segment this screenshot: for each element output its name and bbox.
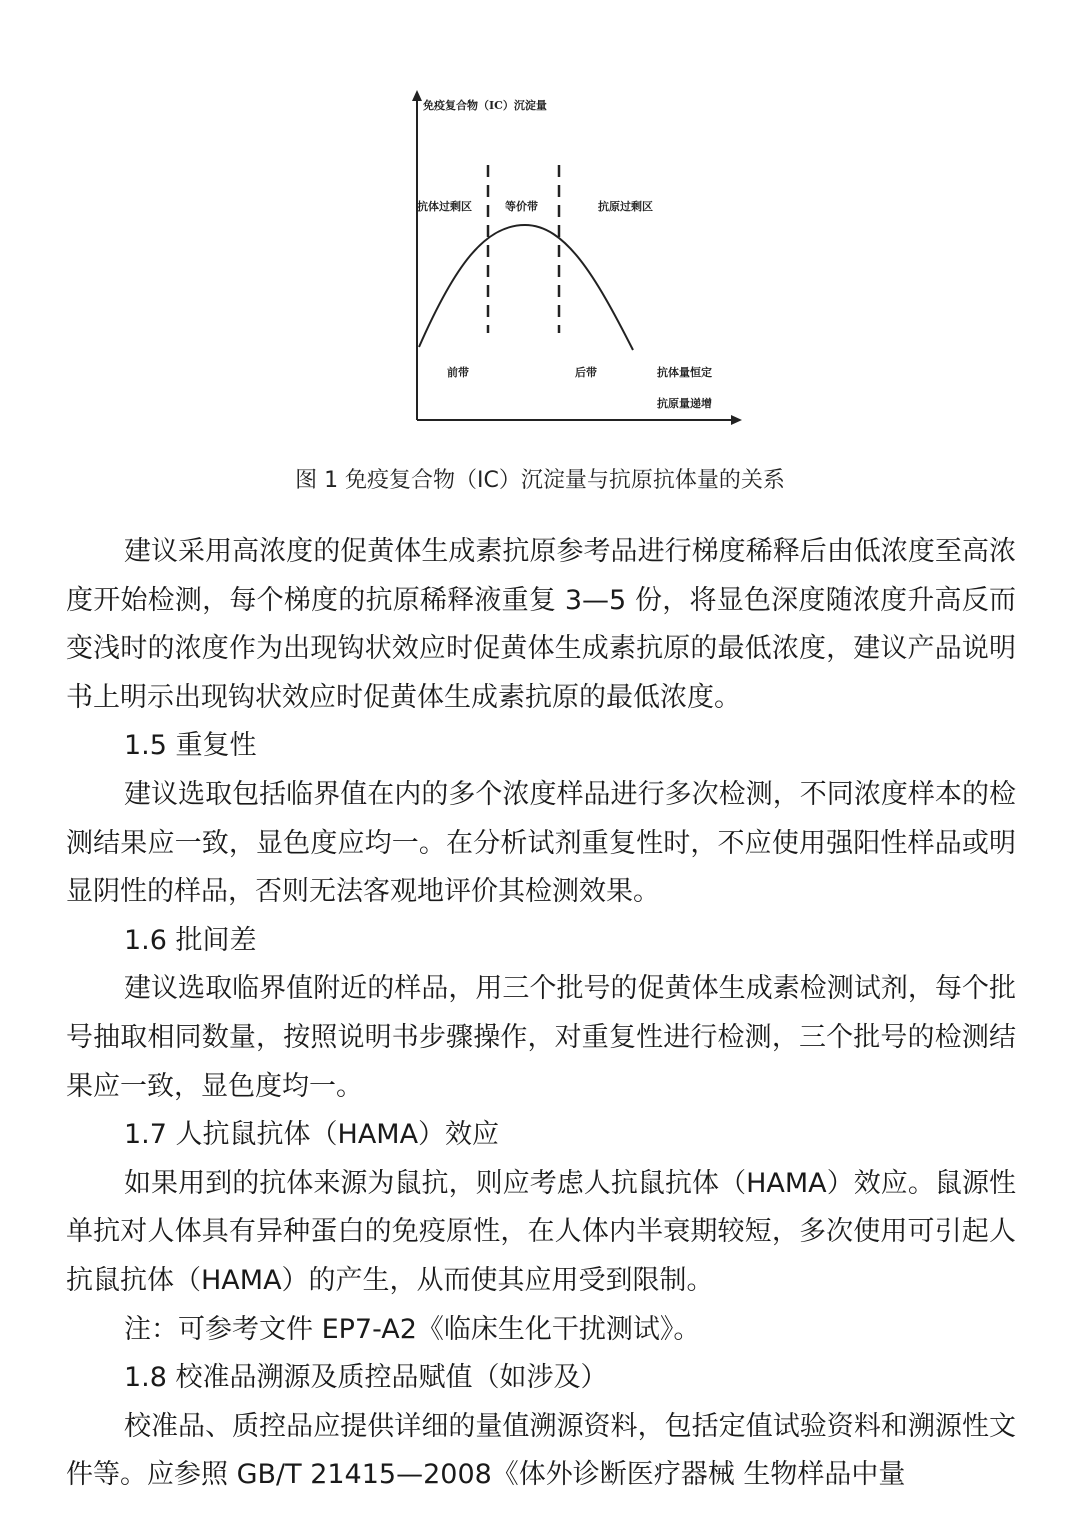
heading-lot-variation: 1.6 批间差 <box>124 924 257 956</box>
heading-hama: 1.7 人抗鼠抗体（HAMA）效应 <box>124 1119 500 1151</box>
precipitation-curve-diagram <box>395 85 755 430</box>
document-body <box>66 528 1016 1500</box>
heading-calibrator: 1.8 校准品溯源及质控品赋值（如涉及） <box>124 1362 608 1394</box>
figure-ic-curve <box>395 85 755 430</box>
heading-repeatability: 1.5 重复性 <box>124 730 257 762</box>
paragraph-hama: 如果用到的抗体来源为鼠抗，则应考虑人抗鼠抗体（HAMA）效应。鼠源性单抗对人体具有异种蛋白的免疫原性，在人体内半衰期较短，多次使用可引起人抗鼠抗体（HAMA）的产生，从而使其应用受到限制。 <box>66 1167 1016 1296</box>
zone-antigen-excess: 抗原过剩区 <box>598 200 653 213</box>
x-axis-arrow <box>731 415 742 425</box>
antigen-increasing-label: 抗原量递增 <box>657 397 712 410</box>
zone-equivalence: 等价带 <box>505 200 538 213</box>
postzone-label: 后带 <box>575 366 597 379</box>
y-axis-arrow <box>412 90 422 101</box>
zone-antibody-excess: 抗体过剩区 <box>417 200 472 213</box>
paragraph-repeatability: 建议选取包括临界值在内的多个浓度样品进行多次检测，不同浓度样本的检测结果应一致，显色度应均一。在分析试剂重复性时，不应使用强阳性样品或明显阴性的样品，否则无法客观地评价其检测效果。 <box>66 778 1016 908</box>
paragraph-calibrator: 校准品、质控品应提供详细的量值溯源资料，包括定值试验资料和溯源性文件等。应参照 GB/T 21415—2008《体外诊断医疗器械 生物样品中量 <box>66 1410 1016 1491</box>
paragraph-note: 注：可参考文件 EP7-A2《临床生化干扰测试》。 <box>124 1313 701 1345</box>
antibody-constant-label: 抗体量恒定 <box>657 366 712 379</box>
prozone-label: 前带 <box>447 366 469 379</box>
precipitation-curve <box>419 225 633 350</box>
figure-caption: 图 1 免疫复合物（IC）沉淀量与抗原抗体量的关系 <box>295 468 785 493</box>
paragraph-lot-variation: 建议选取临界值附近的样品，用三个批号的促黄体生成素检测试剂，每个批号抽取相同数量，按照说明书步骤操作，对重复性进行检测，三个批号的检测结果应一致，显色度均一。 <box>66 973 1016 1102</box>
paragraph-hook-effect: 建议采用高浓度的促黄体生成素抗原参考品进行梯度稀释后由低浓度至高浓度开始检测，每个梯度的抗原稀释液重复 3—5 份，将显色深度随浓度升高反而变浅时的浓度作为出现钩状效应时促黄体生成素抗原的最低浓度，建议产品说明书上明示出现钩状效应时促黄体生成素抗原的最低浓度。 <box>66 536 1016 713</box>
y-axis-label: 免疫复合物（IC）沉淀量 <box>423 99 547 112</box>
